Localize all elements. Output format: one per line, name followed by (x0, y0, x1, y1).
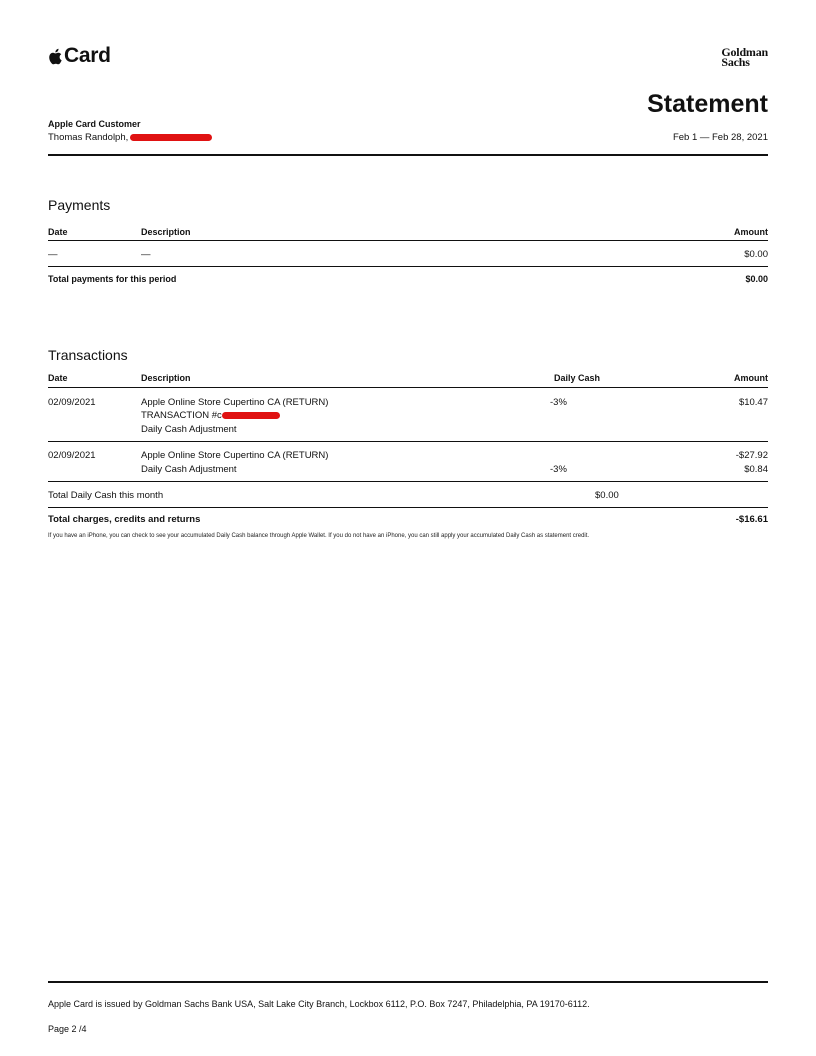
transactions-col-date: Date (48, 373, 68, 383)
payments-col-date: Date (48, 227, 68, 237)
issuer-disclosure: Apple Card is issued by Goldman Sachs Bank USA, Salt Lake City Branch, Lockbox 6112, P.O. Box 7247, Philadelphia, PA 19170-6112. (48, 999, 590, 1009)
statement-period: Feb 1 — Feb 28, 2021 (672, 132, 768, 143)
transaction-daily-cash: -3% (550, 397, 567, 408)
payment-amount: $0.00 (744, 249, 768, 260)
transaction-id-row (141, 410, 280, 421)
payments-col-amount: Amount (734, 227, 768, 237)
transactions-col-amount: Amount (734, 373, 768, 383)
transaction-date: 02/09/2021 (48, 397, 96, 408)
customer-name-row (48, 132, 212, 143)
transaction-date: 02/09/2021 (48, 450, 96, 461)
payments-col-description: Description (141, 227, 191, 237)
brand-text: Card (64, 44, 111, 67)
transaction-adjustment-amount: $0.84 (744, 464, 768, 475)
apple-card-logo (48, 44, 111, 68)
transactions-heading: Transactions (48, 347, 128, 363)
transactions-total-label: Total charges, credits and returns (48, 514, 201, 525)
transaction-amount: $10.47 (738, 397, 768, 408)
payments-header-divider (48, 240, 768, 241)
transactions-col-description: Description (141, 373, 191, 383)
daily-cash-total-label: Total Daily Cash this month (48, 490, 164, 501)
customer-label: Apple Card Customer (48, 119, 141, 129)
payment-date: — (48, 249, 58, 260)
transaction-adjustment: Daily Cash Adjustment (141, 464, 237, 475)
transactions-total-value: -$16.61 (735, 514, 768, 525)
transaction-amount: -$27.92 (735, 450, 768, 461)
transaction-daily-cash: -3% (550, 464, 567, 475)
payments-total-label: Total payments for this period (48, 274, 177, 284)
goldman-sachs-logo (721, 47, 768, 67)
issuer-logo-line2: Sachs (721, 55, 750, 69)
redaction-mark (130, 134, 212, 141)
payments-total-value: $0.00 (745, 274, 768, 284)
statement-title: Statement (647, 90, 768, 118)
transactions-col-daily-cash: Daily Cash (554, 373, 601, 383)
transaction-adjustment: Daily Cash Adjustment (141, 424, 237, 435)
apple-logo-icon (48, 48, 62, 65)
transaction-description: Apple Online Store Cupertino CA (RETURN) (141, 450, 329, 461)
transaction-description: Apple Online Store Cupertino CA (RETURN) (141, 397, 329, 408)
transactions-row-divider (48, 481, 768, 482)
payment-description: — (141, 249, 151, 260)
transactions-row-divider (48, 441, 768, 442)
issuer-logo-line1: Goldman (721, 45, 768, 59)
transactions-header-divider (48, 387, 768, 388)
footer-divider (48, 981, 768, 983)
payments-heading: Payments (48, 197, 111, 213)
page-number: Page 2 /4 (48, 1024, 87, 1034)
customer-name: Thomas Randolph, (48, 132, 129, 143)
daily-cash-divider (48, 507, 768, 508)
payments-row-divider (48, 266, 768, 267)
header-divider (48, 154, 768, 156)
daily-cash-total-value: $0.00 (595, 490, 619, 501)
redaction-mark (222, 412, 280, 419)
daily-cash-note: If you have an iPhone, you can check to see your accumulated Daily Cash balance through Apple Wallet. If you do not have an iPhone, you can still apply your accumulated Daily Cash as statement credit. (48, 533, 590, 539)
transaction-id: TRANSACTION #c (141, 410, 222, 421)
